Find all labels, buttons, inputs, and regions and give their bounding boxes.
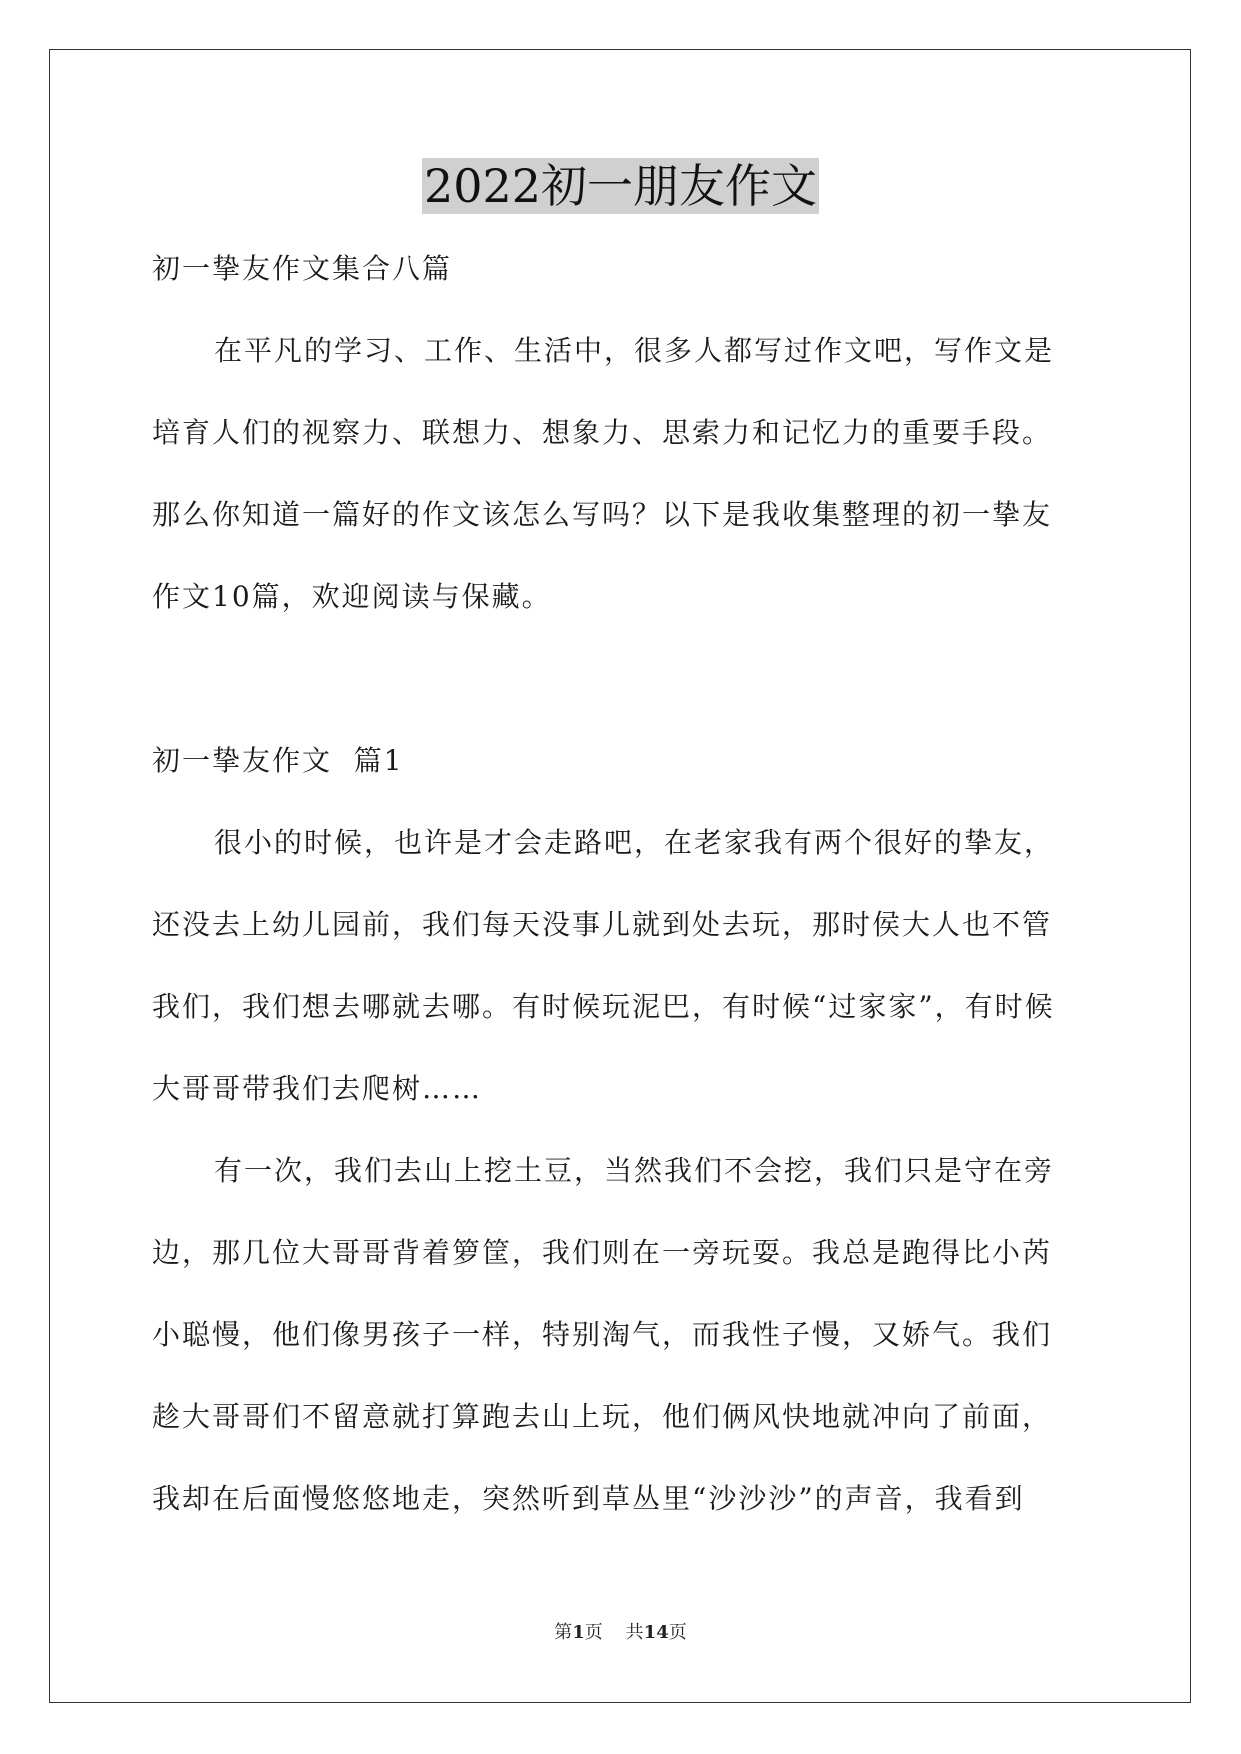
blank-line xyxy=(152,638,1092,720)
paragraph-line: 边，那几位大哥哥背着箩筐，我们则在一旁玩耍。我总是跑得比小芮 xyxy=(152,1236,1053,1269)
intro-line: 培育人们的视察力、联想力、想象力、思索力和记忆力的重要手段。 xyxy=(152,416,1053,449)
intro-line: 那么你知道一篇好的作文该怎么写吗？以下是我收集整理的初一挚友 xyxy=(152,498,1053,531)
footer-total-prefix: 共 xyxy=(625,1622,644,1643)
intro-heading: 初一挚友作文集合八篇 xyxy=(152,252,453,285)
paragraph-line: 还没去上幼儿园前，我们每天没事儿就到处去玩，那时侯大人也不管 xyxy=(152,908,1053,941)
footer-current-page: 1 xyxy=(572,1622,585,1643)
document-body xyxy=(152,228,1092,1540)
paragraph-line: 很小的时候，也许是才会走路吧，在老家我有两个很好的挚友， xyxy=(214,826,1055,859)
paragraph-line: 小聪慢，他们像男孩子一样，特别淘气，而我性子慢，又娇气。我们 xyxy=(152,1318,1053,1351)
section-heading: 初一挚友作文 篇1 xyxy=(152,744,404,777)
page-footer xyxy=(0,1618,1241,1644)
paragraph-line: 我却在后面慢悠悠地走，突然听到草丛里“沙沙沙”的声音，我看到 xyxy=(152,1482,1025,1515)
paragraph-line: 有一次，我们去山上挖土豆，当然我们不会挖，我们只是守在旁 xyxy=(214,1154,1055,1187)
document-title-wrap xyxy=(0,158,1241,214)
footer-page-word: 页 xyxy=(584,1622,603,1643)
paragraph-line: 大哥哥带我们去爬树…… xyxy=(152,1072,483,1105)
paragraph-line: 趁大哥哥们不留意就打算跑去山上玩，他们俩风快地就冲向了前面， xyxy=(152,1400,1053,1433)
footer-prefix: 第 xyxy=(554,1622,573,1643)
document-title: 2022初一朋友作文 xyxy=(423,159,818,213)
footer-total-suffix: 页 xyxy=(668,1622,687,1643)
intro-line: 在平凡的学习、工作、生活中，很多人都写过作文吧，写作文是 xyxy=(214,334,1055,367)
footer-total-pages: 14 xyxy=(643,1622,669,1643)
paragraph-line: 我们，我们想去哪就去哪。有时候玩泥巴，有时候“过家家”，有时候 xyxy=(152,990,1055,1023)
intro-line: 作文10篇，欢迎阅读与保藏。 xyxy=(152,580,552,613)
